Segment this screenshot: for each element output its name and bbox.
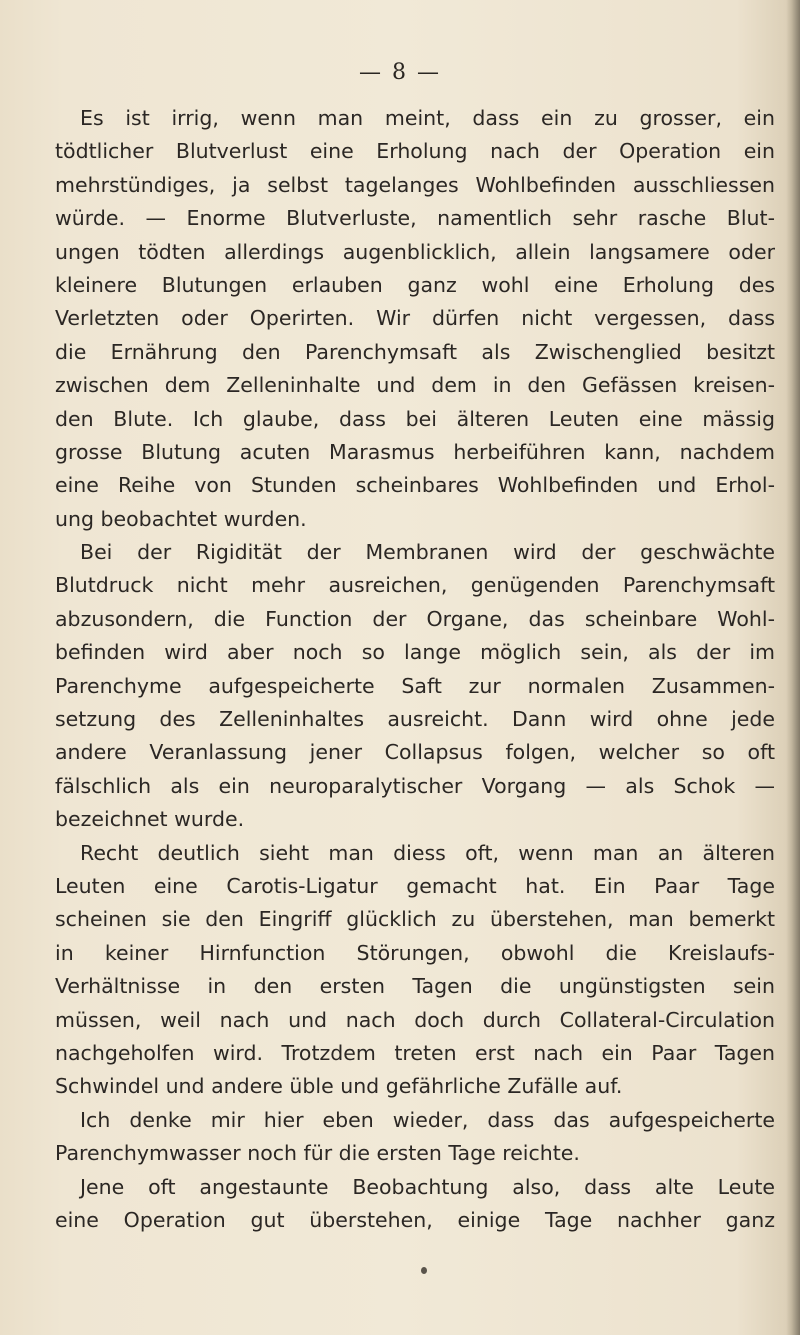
text-line: zwischen dem Zelleninhalte und dem in den Gefässen kreisen-: [55, 373, 775, 398]
text-line: andere Veranlassung jener Collapsus folgen, welcher so oft: [55, 740, 775, 765]
text-line: Recht deutlich sieht man diess oft, wenn man an älteren: [80, 840, 775, 865]
text-line: Bei der Rigidität der Membranen wird der geschwächte: [80, 540, 775, 565]
text-line: Es ist irrig, wenn man meint, dass ein zu grosser, ein: [80, 106, 775, 130]
text-line: grosse Blutung acuten Marasmus herbeiführen kann, nachdem: [55, 439, 775, 464]
text-line: mehrstündiges, ja selbst tagelanges Wohlbefinden ausschliessen: [55, 172, 775, 197]
body-text: [55, 102, 775, 1237]
text-line: würde. — Enorme Blutverluste, namentlich sehr rasche Blut-: [55, 206, 775, 231]
text-line: abzusondern, die Function der Organe, das scheinbare Wohl-: [55, 606, 775, 631]
text-line: kleinere Blutungen erlauben ganz wohl eine Erholung des: [55, 272, 775, 297]
text-line: Leuten eine Carotis-Ligatur gemacht hat. Ein Paar Tage: [55, 873, 775, 898]
ink-speck: [421, 1267, 427, 1274]
text-line: Verletzten oder Operirten. Wir dürfen nicht vergessen, dass: [55, 306, 775, 331]
page-edge-shadow: [786, 0, 800, 1335]
text-line: Parenchymwasser noch für die ersten Tage reichte.: [55, 1141, 580, 1166]
text-line: scheinen sie den Eingriff glücklich zu überstehen, man bemerkt: [55, 907, 775, 932]
text-line: Ich denke mir hier eben wieder, dass das aufgespeicherte: [80, 1107, 775, 1132]
text-line: ungen tödten allerdings augenblicklich, allein langsamere oder: [55, 239, 775, 264]
text-line: Parenchyme aufgespeicherte Saft zur normalen Zusammen-: [55, 673, 775, 698]
text-line: fälschlich als ein neuroparalytischer Vorgang — als Schok —: [55, 773, 775, 798]
text-line: den Blute. Ich glaube, dass bei älteren Leuten eine mässig: [55, 406, 775, 431]
text-line: ung beobachtet wurden.: [55, 506, 307, 531]
text-line: eine Operation gut überstehen, einige Tage nachher ganz: [55, 1207, 775, 1232]
text-line: Blutdruck nicht mehr ausreichen, genügenden Parenchymsaft: [55, 573, 775, 598]
page-number: — 8 —: [359, 60, 441, 85]
text-line: tödtlicher Blutverlust eine Erholung nach der Operation ein: [55, 139, 775, 164]
text-line: befinden wird aber noch so lange möglich sein, als der im: [55, 640, 775, 665]
text-line: eine Reihe von Stunden scheinbares Wohlbefinden und Erhol-: [55, 473, 775, 498]
text-line: Verhältnisse in den ersten Tagen die ungünstigsten sein: [55, 974, 775, 999]
text-line: nachgeholfen wird. Trotzdem treten erst nach ein Paar Tagen: [55, 1040, 775, 1065]
text-line: Jene oft angestaunte Beobachtung also, dass alte Leute: [80, 1174, 775, 1199]
text-line: in keiner Hirnfunction Störungen, obwohl die Kreislaufs-: [55, 940, 775, 965]
text-line: bezeichnet wurde.: [55, 807, 245, 832]
text-line: setzung des Zelleninhaltes ausreicht. Dann wird ohne jede: [55, 707, 775, 732]
text-line: die Ernährung den Parenchymsaft als Zwischenglied besitzt: [55, 339, 775, 364]
text-line: müssen, weil nach und nach doch durch Collateral-Circulation: [55, 1007, 775, 1032]
text-line: Schwindel und andere üble und gefährliche Zufälle auf.: [55, 1074, 623, 1099]
